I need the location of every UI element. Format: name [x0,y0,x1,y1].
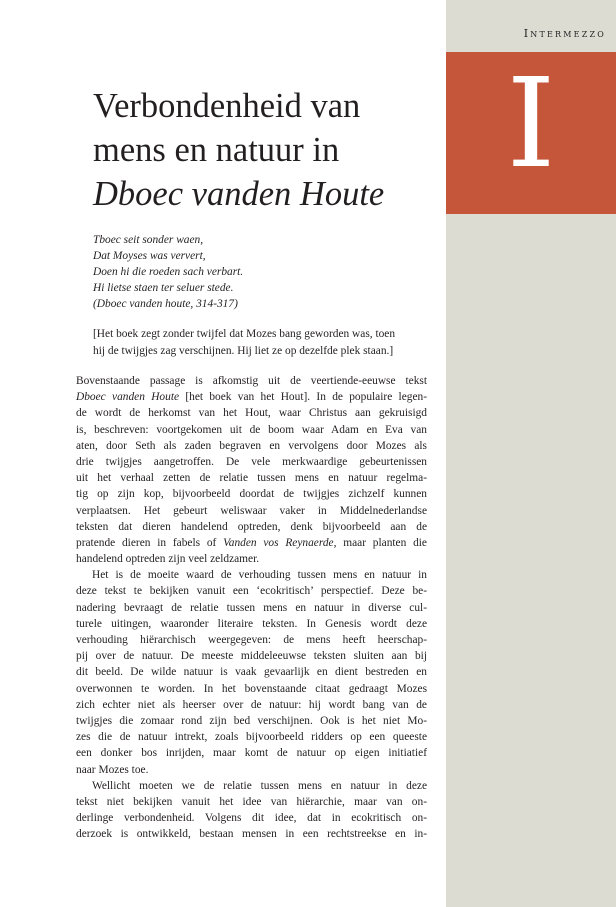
body-line: tig op zijn kop, bijvoorbeeld doordat de twijgjes zichzelf kunnen [76,488,427,501]
body-line: is, beschreven: voortgekomen uit de boom waar Adam en Eva van [76,423,427,436]
body-line: verplaatsen. Het gebeurt weliswaar vaker in Middelnederlandse [76,504,427,517]
body-line: zich echter niet als heerser over de natuur: hij wordt bang van de [76,698,427,711]
body-line [76,389,427,405]
body-line: een donker bos inrijden, maar komt de natuur op eigen initiatief [76,747,427,760]
body-line: de wordt de herkomst van het Hout, waar Christus aan gekruisigd [76,407,427,420]
chapter-letter: I [506,52,556,196]
body-line: zes die de natuur intrekt, zoals bijvoorbeeld ridders op een queeste [76,731,427,744]
body-line: nadering bevraagt de relatie tussen mens en natuur in diverse cul- [76,601,427,614]
body-line: twijgjes die zomaar rond zijn bed verschijnen. Ook is het niet Mo- [76,714,427,727]
body-text [76,373,427,842]
body-line: Wellicht moeten we de relatie tussen mens en natuur in deze [92,779,427,792]
body-line: uit het verhaal zetten de relatie tussen mens en natuur regelma- [76,472,427,485]
translation-line: hij de twijgjes zag verschijnen. Hij liet ze op dezelfde plek staan.] [93,345,394,357]
verse-line: Hi lietse staen ter seluer stede. [93,282,234,294]
page-title [93,84,433,216]
body-line: turele uitingen, waaronder literaire teksten. In Genesis wordt deze [76,617,427,630]
body-line: tekst niet bekijken vanuit het idee van hiërarchie, maar van on- [76,795,427,808]
body-line: overwonnen te worden. In het bovenstaande citaat gedraagt Mozes [76,682,427,695]
body-text-run: [het boek van het Hout]. In de populaire legen- [179,391,428,404]
body-line: verhouding hiërarchisch weergegeven: de mens heeft heerschap- [76,634,427,646]
title-line-2: mens en natuur in [93,131,340,169]
body-text-run: , maar planten die [333,536,427,549]
body-line: teksten dat dieren handelend optreden, denk bijvoorbeeld aan de [76,520,427,533]
body-line: derlinge verbondenheid. Volgens dit idee, dat in ecokritisch on- [76,812,427,825]
body-line: drie twijgjes aangetroffen. De vele merkwaardige gebeurtenissen [76,455,427,468]
title-line-3: Dboec vanden Houte [93,175,385,213]
body-line: handelend optreden zijn veel zeldzamer. [76,553,260,566]
chapter-letter-box [446,52,616,214]
body-line [76,535,427,551]
body-line: aten, door Seth als zaden begraven en vervolgens door Mozes als [76,439,427,452]
body-line: derzoek is ontwikkeld, bestaan mensen in een rechtstreekse en in- [76,828,427,841]
verse-line: Tboec seit sonder waen, [93,234,204,246]
verse-line: Dat Moyses was ververt, [93,250,206,262]
body-line: deze tekst te bekijken vanuit een ‘ecokritisch’ perspectief. Deze be- [76,585,427,598]
body-text-run: pratende dieren in fabels of [76,536,224,549]
section-label: Intermezzo [523,27,606,40]
verse-quote [93,232,423,312]
body-line: pij over de natuur. De meeste middeleeuwse teksten sluiten aan bij [76,650,427,663]
body-line: naar Mozes toe. [76,763,149,776]
title-line-1: Verbondenheid van [93,87,361,125]
verse-citation: (Dboec vanden houte, 314-317) [93,298,238,310]
work-title: Dboec vanden Houte [76,391,180,404]
body-line: Het is de moeite waard de verhouding tussen mens en natuur in [92,569,427,582]
body-line: dit beeld. De wilde natuur is vaak gevaarlijk en dient bestreden en [76,666,427,679]
body-line: Bovenstaande passage is afkomstig uit de veertiende-eeuwse tekst [76,375,427,387]
translation-line: [Het boek zegt zonder twijfel dat Mozes bang geworden was, toen [93,328,396,340]
verse-line: Doen hi die roeden sach verbart. [93,266,244,278]
work-title: Vanden vos Reynaerde [223,536,334,549]
verse-translation [93,326,429,360]
